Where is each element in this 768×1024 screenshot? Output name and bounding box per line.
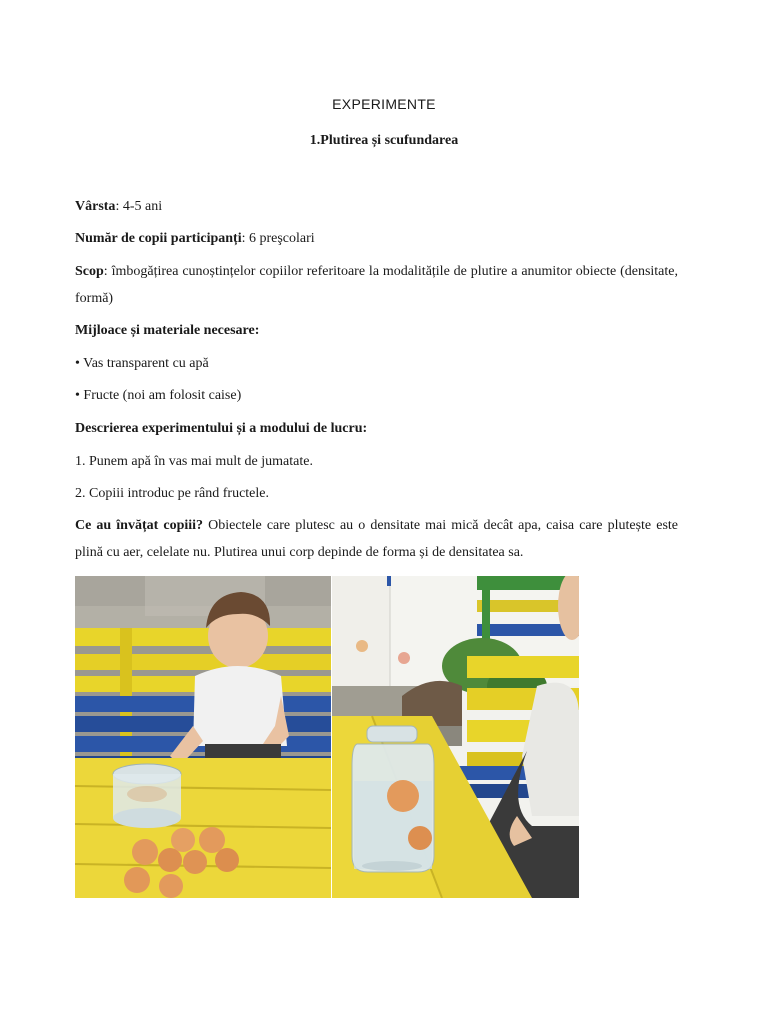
age-line	[75, 193, 678, 220]
scope-label: Scop	[75, 264, 104, 279]
photo-jar-float	[332, 576, 579, 898]
photo-collage	[75, 576, 579, 898]
scope-paragraph	[75, 258, 678, 312]
materials-heading-text: Mijloace și materiale necesare:	[75, 323, 260, 338]
participants-line	[75, 225, 678, 252]
learned-paragraph	[75, 512, 678, 566]
document-title: EXPERIMENTE	[332, 96, 436, 112]
learned-value: Obiectele care plutesc au o densitate mai mică decât apa, caisa care plutește este plină cu aer, celelate nu. Plutirea unui corp depinde de forma și de densitatea sa.	[75, 518, 678, 560]
age-label: Vârsta	[75, 199, 116, 214]
material-item-1: • Vas transparent cu apă	[75, 356, 209, 371]
material-item-2: • Fructe (noi am folosit caise)	[75, 388, 242, 403]
description-heading-text: Descrierea experimentului și a modului de lucru:	[75, 421, 368, 436]
step-1: 1. Punem apă în vas mai mult de jumatate.	[75, 454, 313, 469]
materials-heading	[75, 317, 678, 344]
age-value: : 4-5 ani	[115, 199, 163, 214]
description-heading	[75, 415, 678, 442]
participants-value: : 6 preşcolari	[241, 231, 315, 246]
learned-label: Ce au învățat copiii?	[75, 518, 204, 533]
participants-label: Număr de copii participanți	[75, 231, 242, 246]
scope-value: : îmbogățirea cunoștințelor copiilor referitoare la modalitățile de plutire a anumitor obiecte (densitate, formă)	[75, 264, 678, 306]
photo-child-jar-image	[75, 576, 331, 898]
photo-jar-float-image	[332, 576, 579, 898]
document-subtitle: 1.Plutirea și scufundarea	[309, 133, 459, 148]
step-2: 2. Copiii introduc pe rând fructele.	[75, 486, 269, 501]
photo-child-jar	[75, 576, 331, 898]
